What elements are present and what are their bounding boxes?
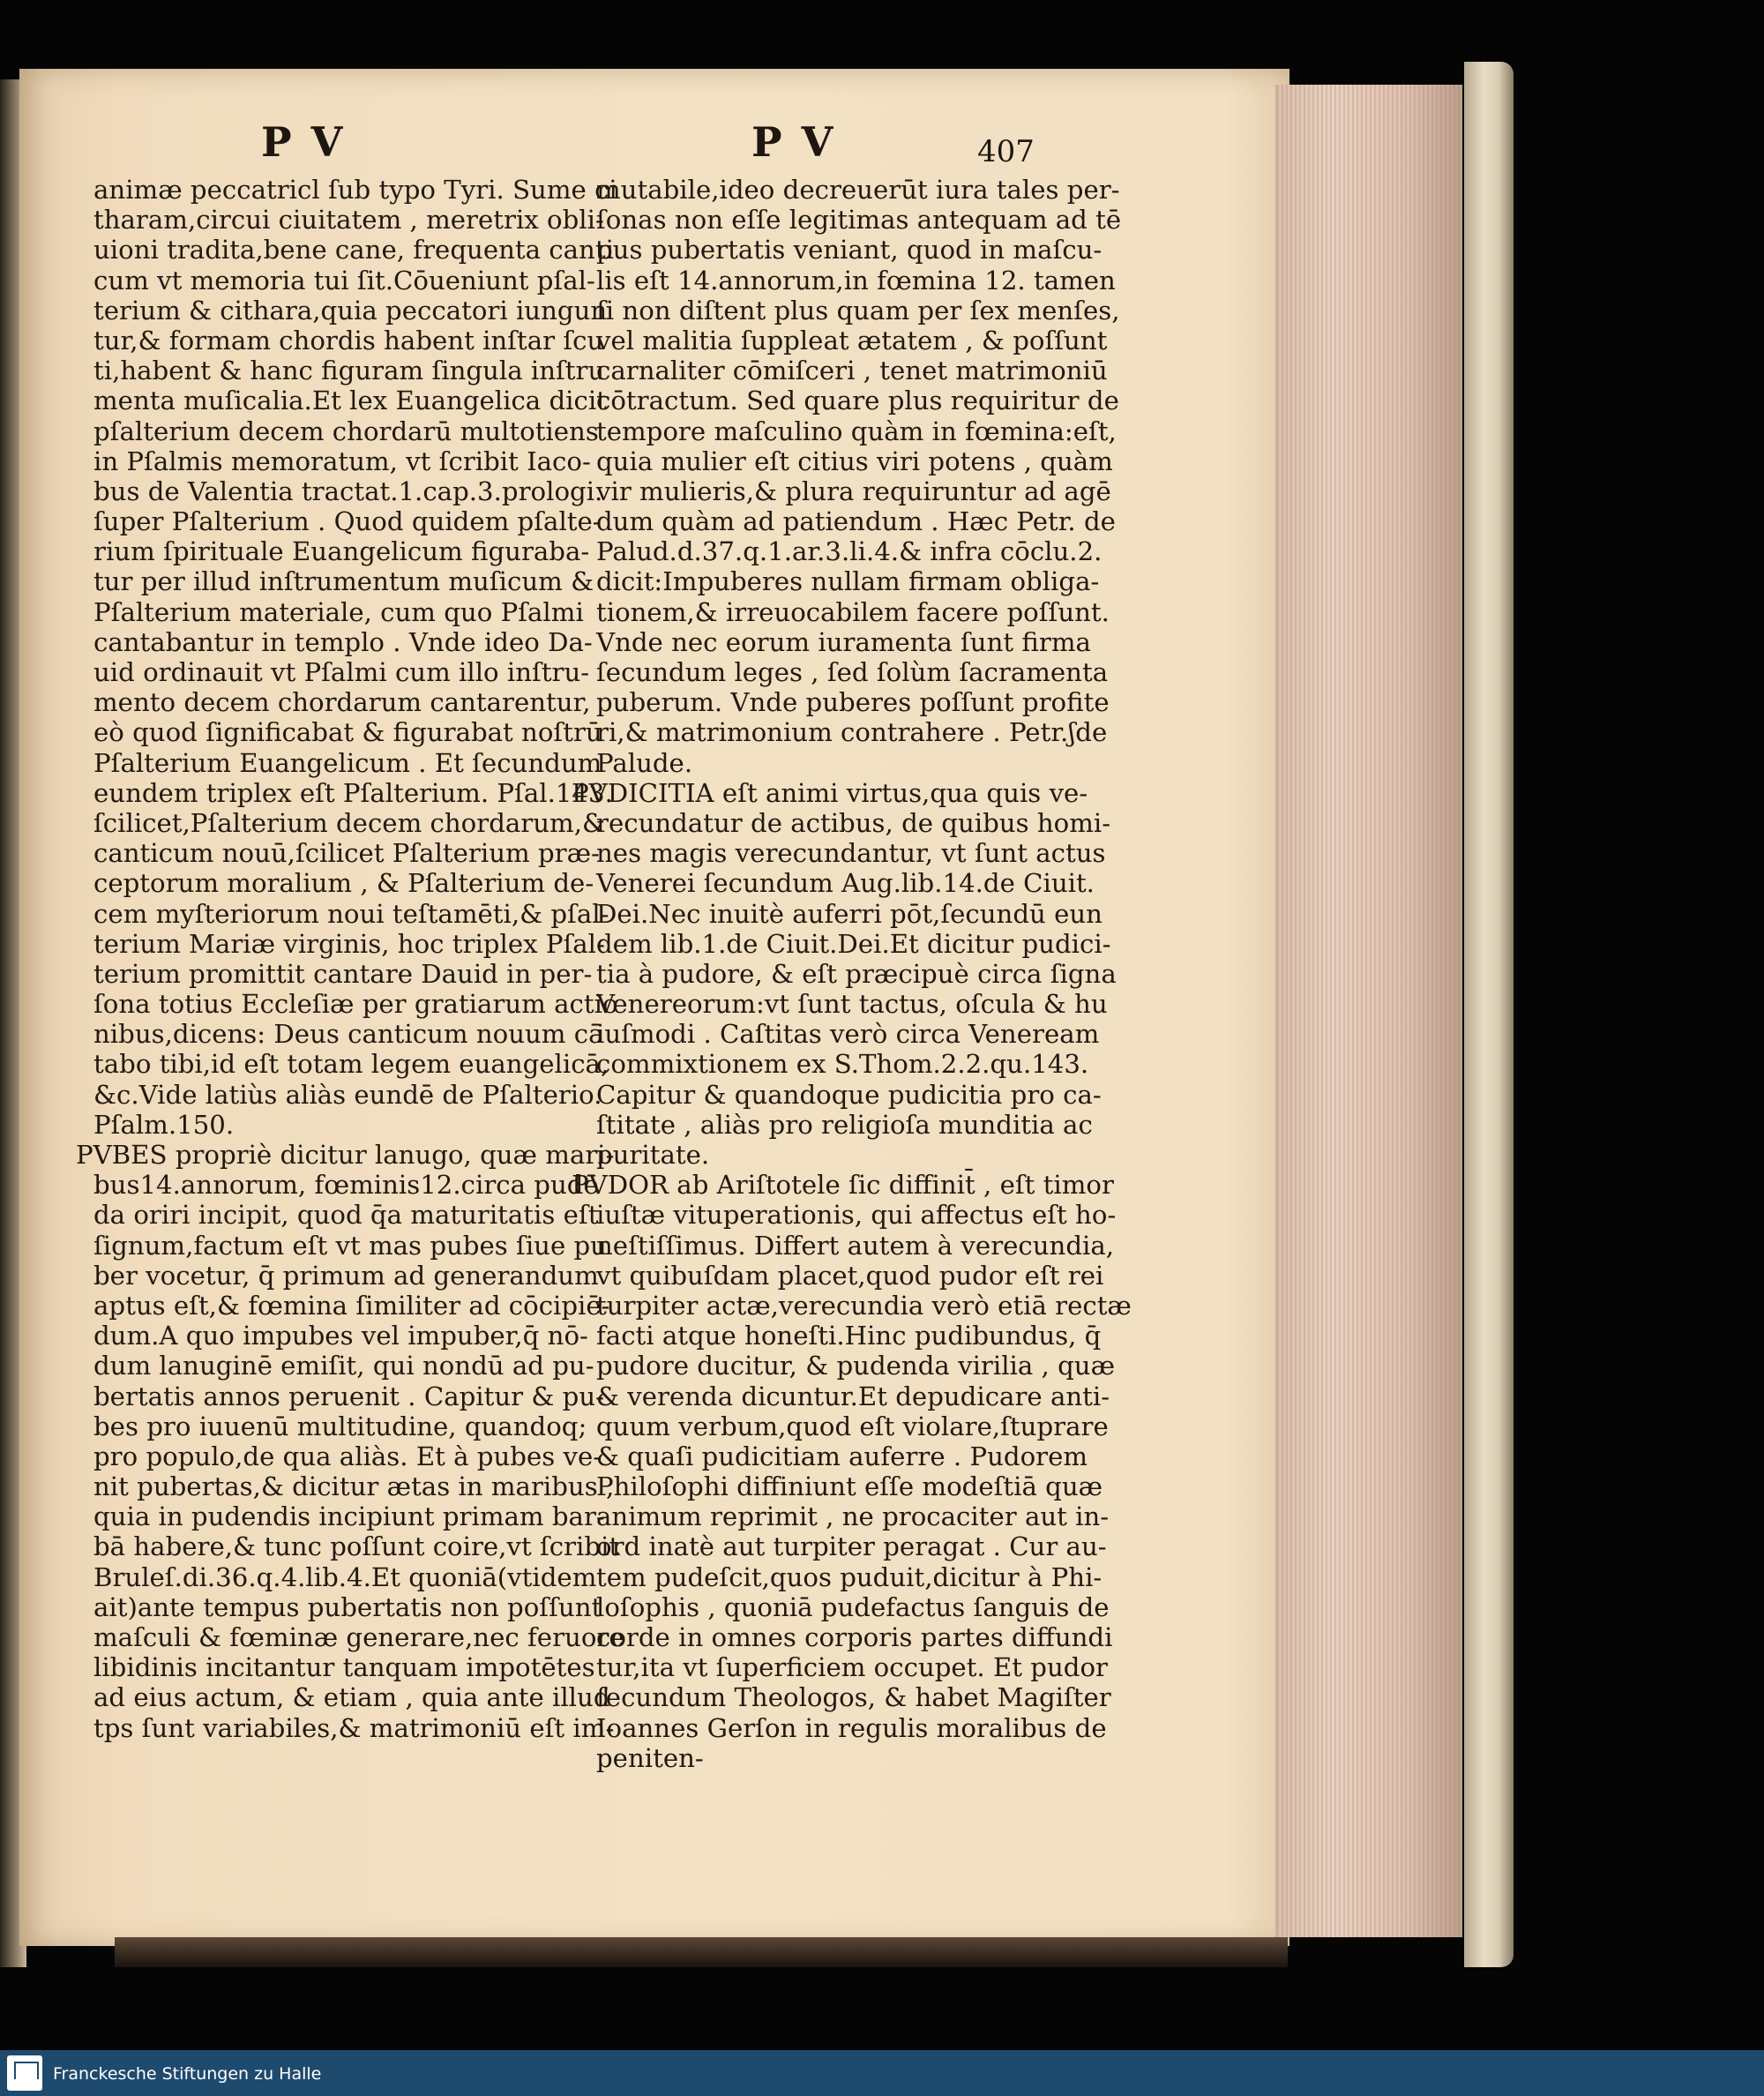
page-number: 407	[977, 134, 1035, 169]
text-line: Venerei ſecundum Aug.lib.14.de Ciuit.	[596, 868, 1095, 899]
text-line: pudore ducitur, & pudenda virilia , quæ	[596, 1351, 1116, 1381]
text-line: ait)ante tempus pubertatis non poſſunt	[93, 1591, 602, 1622]
text-line: PVDOR ab Ariſtotele ſic diffinit̄ , eſt timor	[572, 1170, 1114, 1201]
text-line: tia à pudore, & eſt præcipuè circa ſigna	[596, 958, 1117, 989]
text-line: lis eſt 14.annorum,in fœmina 12. tamen	[596, 265, 1116, 296]
text-line: cōtractum. Sed quare plus requiritur de	[596, 386, 1119, 416]
text-line: ſcilicet,Pſalterium decem chordarum,&	[93, 807, 605, 838]
text-line: puritate.	[596, 1140, 710, 1170]
text-line: cum vt memoria tui ſit.Cōueniunt pſal-	[93, 265, 595, 296]
institution-logo-icon	[7, 2055, 42, 2091]
text-line: vel malitia ſuppleat ætatem , & poſſunt	[596, 325, 1108, 356]
text-line: vir mulieris,& plura requiruntur ad agē	[596, 475, 1111, 506]
text-line: menta muſicalia.Et lex Euangelica dicit	[93, 386, 607, 416]
text-line: nibus,dicens: Deus canticum nouum cā	[93, 1019, 604, 1050]
text-line: iuſmodi . Caſtitas verò circa Veneream	[596, 1019, 1100, 1050]
text-line: Venereorum:vt ſunt tactus, oſcula & hu	[596, 989, 1108, 1020]
text-line: pſalterium decem chordarū multotiens	[93, 415, 599, 446]
text-line: quia mulier eſt citius viri potens , quàm	[596, 445, 1113, 476]
text-line: ad eius actum, & etiam , quia ante illud	[93, 1682, 610, 1713]
text-line: tur,& formam chordis habent inſtar ſcu	[93, 325, 604, 356]
text-line: & quaſi pudicitiam auferre . Pudorem	[596, 1441, 1088, 1471]
text-line: Palude.	[596, 747, 693, 778]
text-line: commixtionem ex S.Thom.2.2.qu.143.	[596, 1049, 1089, 1080]
text-line: uioni tradita,bene cane, frequenta canti	[93, 235, 614, 266]
text-line: Philoſophi diffiniunt eſſe modeſtiā quæ	[596, 1471, 1103, 1502]
text-line: bertatis annos peruenit . Capitur & pu-	[93, 1381, 604, 1411]
text-line: tps ſunt variabiles,& matrimoniū eſt im-	[93, 1712, 615, 1743]
text-line: carnaliter cōmiſceri , tenet matrimoniū	[596, 356, 1108, 386]
text-line: bā habere,& tunc poſſunt coire,vt ſcribit	[93, 1531, 620, 1562]
text-line: libidinis incitantur tanquam impotētes	[93, 1652, 595, 1683]
text-line: ſuper Pſalterium . Quod quidem pſalte-	[93, 506, 602, 537]
text-line: vt quibuſdam placet,quod pudor eſt rei	[596, 1260, 1104, 1291]
text-line: dicit:Impuberes nullam firmam obliga-	[596, 566, 1100, 597]
text-line: tabo tibi,id eſt totam legem euangelicā,	[93, 1049, 609, 1080]
text-line: dum quàm ad patiendum . Hæc Petr. de	[596, 506, 1116, 537]
text-line: ber vocetur, q̄ primum ad generandum	[93, 1260, 599, 1291]
text-line: bes pro iuuenū multitudine, quandoq;	[93, 1411, 587, 1441]
text-line: Bruleſ.di.36.q.4.lib.4.Et quoniā(vtidem	[93, 1561, 597, 1592]
text-line: animæ peccatricl ſub typo Tyri. Sume ci	[93, 175, 617, 205]
text-line: corde in omnes corporis partes diffundi	[596, 1622, 1113, 1652]
text-line: neſtiſſimus. Differt autem à verecundia,	[596, 1230, 1115, 1261]
right-text-column	[572, 175, 1132, 1773]
text-line: canticum nouū,ſcilicet Pſalterium præ-	[93, 838, 600, 869]
text-line: PVBES propriè dicitur lanugo, quæ mari-	[76, 1140, 615, 1170]
text-line: eundem triplex eſt Pſalterium. Pſal.143.	[93, 777, 613, 808]
text-line: ſignum,factum eſt vt mas pubes ſiue pu	[93, 1230, 607, 1261]
text-line: ſecundum leges , ſed ſolùm ſacramenta	[596, 657, 1109, 687]
text-line: ri,& matrimonium contrahere . Petr.ʃde	[596, 717, 1108, 748]
text-line: Palud.d.37.q.1.ar.3.li.4.& infra cōclu.2.	[596, 536, 1102, 567]
text-line: dum.A quo impubes vel impuber,q̄ nō-	[93, 1321, 588, 1351]
text-line: pro populo,de qua aliàs. Et à pubes ve-	[93, 1441, 602, 1471]
text-line: terium Mariæ virginis, hoc triplex Pſal-	[93, 928, 605, 959]
text-line: cem myſteriorum noui teſtamēti,& pſal-	[93, 898, 609, 929]
text-line: ceptorum moralium , & Pſalterium de-	[93, 868, 594, 899]
text-line: Pſalterium Euangelicum . Et ſecundum	[93, 747, 602, 778]
text-line: tharam,circui ciuitatem , meretrix obli-	[93, 205, 604, 236]
text-line: animum reprimit , ne procaciter aut in-	[596, 1501, 1110, 1532]
running-header-right: PV	[751, 118, 853, 166]
text-line: peniten-	[596, 1742, 704, 1773]
text-line: Pſalm.150.	[93, 1109, 235, 1140]
text-line: tionem,& irreuocabilem facere poſſunt.	[596, 596, 1110, 627]
text-line: bus de Valentia tractat.1.cap.3.prologi.	[93, 475, 603, 506]
text-line: pus pubertatis veniant, quod in maſcu-	[596, 235, 1102, 266]
page-bottom-shadow	[115, 1937, 1288, 1967]
text-line: &c.Vide latiùs aliàs eundē de Pſalterio.	[93, 1079, 602, 1110]
text-line: Dei.Nec inuitè auferri pōt,ſecundū eun	[596, 898, 1102, 929]
text-line: terium & cithara,quia peccatori iungun	[93, 295, 608, 326]
text-line: maſculi & fœminæ generare,nec feruore	[93, 1622, 624, 1652]
text-line: mutabile,ideo decreuerūt iura tales per-	[596, 175, 1120, 205]
text-line: terium promittit cantare Dauid in per-	[93, 958, 593, 989]
text-line: tur per illud inſtrumentum muſicum &	[93, 566, 594, 597]
text-line: ſtitate , aliàs pro religioſa munditia ac	[596, 1109, 1093, 1140]
text-line: tur,ita vt ſuperficiem occupet. Et pudor	[596, 1652, 1108, 1683]
text-line: Ioannes Gerſon in regulis moralibus de	[596, 1712, 1107, 1743]
text-line: puberum. Vnde puberes poſſunt profite	[596, 687, 1110, 718]
text-line: ſonas non eſſe legitimas antequam ad tē	[596, 205, 1122, 236]
text-line: ord inatè aut turpiter peragat . Cur au-	[596, 1531, 1107, 1562]
text-line: uid ordinauit vt Pſalmi cum illo inſtru-	[93, 657, 590, 687]
text-line: ſecundum Theologos, & habet Magiſter	[596, 1682, 1111, 1713]
page-fore-edge	[1275, 85, 1462, 1937]
text-line: eò quod ſignificabat & figurabat noſtrū	[93, 717, 602, 748]
text-line: rium ſpirituale Euangelicum figuraba-	[93, 536, 590, 567]
text-line: quia in pudendis incipiunt primam bar-	[93, 1501, 605, 1532]
text-line: dem lib.1.de Ciuit.Dei.Et dicitur pudici-	[596, 928, 1111, 959]
text-line: cantabantur in templo . Vnde ideo Da-	[93, 626, 593, 657]
text-line: facti atque honeſti.Hinc pudibundus, q̄	[596, 1321, 1102, 1351]
text-line: Capitur & quandoque pudicitia pro ca-	[596, 1079, 1102, 1110]
text-line: Vnde nec eorum iuramenta ſunt firma	[596, 626, 1091, 657]
text-line: da oriri incipit, quod q̄a maturitatis eſt	[93, 1200, 599, 1231]
text-line: ſona totius Eccleſiæ per gratiarum actio	[93, 989, 618, 1020]
text-line: Pſalterium materiale, cum quo Pſalmi	[93, 596, 584, 627]
footer-institution: Franckesche Stiftungen zu Halle	[53, 2064, 322, 2084]
book-cover-edge	[1464, 62, 1514, 1967]
left-text-column	[76, 175, 624, 1743]
text-line: loſophis , quoniā pudefactus ſanguis de	[596, 1591, 1110, 1622]
text-line: aptus eſt,& fœmina ſimiliter ad cōcipiē-	[93, 1290, 610, 1321]
text-line: mento decem chordarum cantarentur,	[93, 687, 591, 718]
text-line: turpiter actæ,verecundia verò etiā rectæ	[596, 1290, 1132, 1321]
text-line: tempore maſculino quàm in fœmina:eſt,	[596, 415, 1117, 446]
text-line: dum lanuginē emiſit, qui nondū ad pu-	[93, 1351, 594, 1381]
text-line: nit pubertas,& dicitur ætas in maribus ,	[93, 1471, 615, 1502]
text-line: in Pſalmis memoratum, vt ſcribit Iaco-	[93, 445, 591, 476]
text-line: PVDICITIA eſt animi virtus,qua quis ve-	[572, 777, 1088, 808]
text-line: ſi non diſtent plus quam per ſex menſes,	[596, 295, 1120, 326]
text-line: tem pudeſcit,quos puduit,dicitur à Phi-	[596, 1561, 1102, 1592]
running-header-left: PV	[261, 118, 363, 166]
text-line: bus14.annorum, fœminis12.circa pudē	[93, 1170, 599, 1201]
text-line: quum verbum,quod eſt violare,ſtuprare	[596, 1411, 1109, 1441]
text-line: ti,habent & hanc figuram ſingula inſtru	[93, 356, 605, 386]
text-line: & verenda dicuntur.Et depudicare anti-	[596, 1381, 1110, 1411]
text-line: iuſtæ vituperationis, qui affectus eſt ho-	[596, 1200, 1117, 1231]
text-line: recundatur de actibus, de quibus homi-	[596, 807, 1111, 838]
text-line: nes magis verecundantur, vt ſunt actus	[596, 838, 1106, 869]
